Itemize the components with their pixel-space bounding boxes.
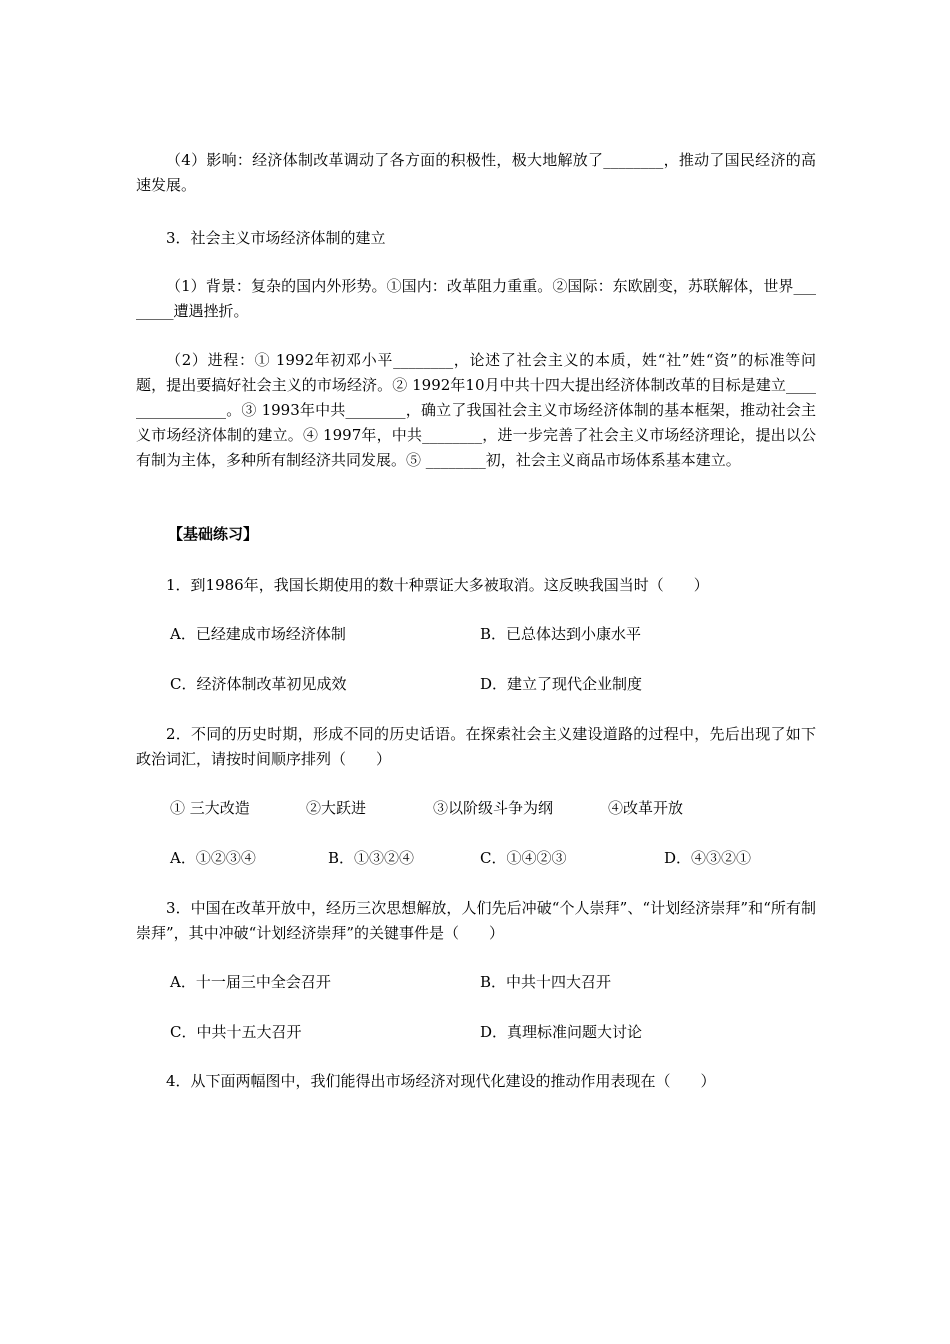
practice-section-title: 【基础练习】: [168, 525, 259, 543]
question-1-option-b: B．已总体达到小康水平: [480, 625, 642, 643]
question-3-option-d: D．真理标准问题大讨论: [480, 1023, 643, 1041]
question-2-item-4: ④改革开放: [608, 799, 684, 817]
question-2-item-2: ②大跃进: [306, 799, 367, 817]
question-2-item-3: ③以阶级斗争为纲: [433, 799, 554, 817]
question-2-option-d: D．④③②①: [664, 849, 752, 867]
question-1-option-a: A．已经建成市场经济体制: [170, 625, 346, 643]
question-1-option-d: D．建立了现代企业制度: [480, 675, 643, 693]
question-3-option-b: B．中共十四大召开: [480, 973, 612, 991]
question-4-stem: 4．从下面两幅图中，我们能得出市场经济对现代化建设的推动作用表现在（ ）: [166, 1072, 716, 1090]
process-paragraph: （2）进程：① 1992年初邓小平________，论述了社会主义的本质，姓“社”姓“资”的标准等问题，提出要搞好社会主义的市场经济。② 1992年10月中共十四大提出经济体制改革的目标是建立________________。③ 1993年中共________，确立了我国社会主义市场经济体制的基本框架，推动社会主义市场经济体制的建立。④ 1997年，中共________，进一步完善了社会主义市场经济理论，提出以公有制为主体，多种所有制经济共同发展。⑤ ________初，社会主义商品市场体系基本建立。: [136, 351, 816, 469]
question-2-stem: 2．不同的历史时期，形成不同的历史话语。在探索社会主义建设道路的过程中，先后出现了如下政治词汇，请按时间顺序排列（ ）: [136, 725, 816, 768]
background-paragraph: （1）背景：复杂的国内外形势。①国内：改革阻力重重。②国际：东欧剧变，苏联解体，世界________遭遇挫折。: [136, 277, 816, 320]
question-1-stem: 1．到1986年，我国长期使用的数十种票证大多被取消。这反映我国当时（ ）: [166, 576, 709, 594]
question-1-option-c: C．经济体制改革初见成效: [170, 675, 347, 693]
question-2-option-c: C．①④②③: [480, 849, 567, 867]
question-3-stem: 3．中国在改革开放中，经历三次思想解放，人们先后冲破“个人崇拜”、“计划经济崇拜”和“所有制崇拜”，其中冲破“计划经济崇拜”的关键事件是（ ）: [136, 899, 816, 942]
question-2-option-a: A．①②③④: [170, 849, 256, 867]
question-2-option-b: B．①③②④: [328, 849, 415, 867]
question-3-option-c: C．中共十五大召开: [170, 1023, 302, 1041]
question-2-item-1: ① 三大改造: [170, 799, 250, 817]
influence-paragraph: （4）影响：经济体制改革调动了各方面的积极性，极大地解放了________，推动了国民经济的高速发展。: [136, 151, 816, 194]
question-3-option-a: A．十一届三中全会召开: [170, 973, 331, 991]
section-3-heading: 3．社会主义市场经济体制的建立: [166, 229, 386, 247]
